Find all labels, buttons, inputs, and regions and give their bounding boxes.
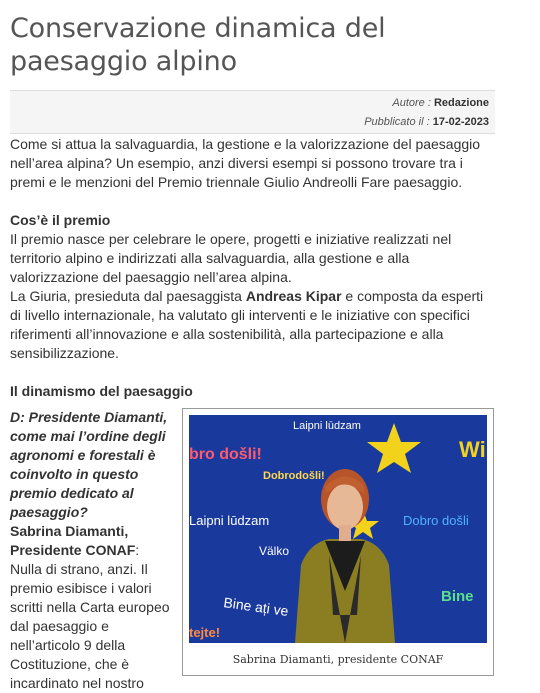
- interview-text: [10, 408, 172, 693]
- backdrop-word-6: Dobro došli: [403, 513, 469, 528]
- jury-text-b: e composta da esperti di livello internazionale, ha valutato gli interventi e le iniziative con specifici riferimenti all’innovazione e alla sostenibilità, alla partecipazione e alla sensibilizzazione.: [10, 288, 484, 361]
- section-heading-premio: Cos’è il premio: [10, 212, 111, 228]
- section-heading-dinamismo: Il dinamismo del paesaggio: [10, 383, 193, 399]
- published-line: [364, 116, 489, 128]
- article-meta: [10, 90, 495, 134]
- jury-text-a: La Giuria, presieduta dal paesaggista: [10, 288, 246, 304]
- author-line: [392, 97, 489, 109]
- published-label: Pubblicato il :: [364, 116, 430, 128]
- backdrop-word-2: bro došli!: [189, 446, 262, 463]
- article-photo[interactable]: [189, 415, 487, 643]
- backdrop-word-5: Wi: [459, 437, 486, 462]
- article-figure: [182, 408, 494, 676]
- backdrop-word-8: Bine ați ve: [222, 594, 290, 620]
- photo-illustration: [189, 415, 487, 643]
- article-body: [10, 135, 495, 401]
- interview-answer: [10, 522, 172, 693]
- intro-paragraph: Come si attua la salvaguardia, la gestione e la valorizzazione del paesaggio nell’area alpina? Un esempio, anzi diversi esempi si possono trovare tra i premi e le menzioni del Premio triennale Giulio Andreolli Fare paesaggio.: [10, 136, 481, 190]
- author-name[interactable]: Redazione: [433, 97, 489, 109]
- page-title: Conservazione dinamica del paesaggio alpino: [10, 13, 386, 77]
- premio-paragraph-2: [10, 287, 495, 363]
- figure-caption: Sabrina Diamanti, presidente CONAF: [232, 653, 444, 666]
- author-label: Autore :: [392, 97, 431, 109]
- answer-speaker: Sabrina Diamanti, Presidente CONAF: [10, 523, 136, 558]
- answer-text: : Nulla di strano, anzi. Il premio esibisce i valori scritti nella Carta europeo dal paesaggio e nell’articolo 9 della Costituzione, che è incardinato nel nostro: [10, 542, 170, 691]
- backdrop-word-9: Bine: [441, 588, 474, 605]
- premio-paragraph-1: Il premio nasce per celebrare le opere, progetti e iniziative realizzati nel territorio alpino e indirizzati alla salvaguardia, alla gestione e alla valorizzazione del paesaggio nell’area alpina.: [10, 231, 452, 285]
- backdrop-word-10: tejte!: [189, 625, 221, 640]
- backdrop-word-4: Laipni lūdzam: [189, 513, 270, 528]
- interview-question: D: Presidente Diamanti, come mai l’ordine degli agronomi e forestali è coinvolto in questo premio dedicato al paesaggio?: [10, 409, 168, 520]
- backdrop-word-3: Dobrodošli!: [263, 470, 325, 482]
- published-date: 17-02-2023: [432, 116, 489, 128]
- interview-block: [10, 408, 500, 691]
- backdrop-word-7: Välko: [259, 544, 290, 558]
- jury-president-name: Andreas Kipar: [245, 288, 342, 304]
- backdrop-word-1: Laipni lūdzam: [293, 420, 361, 432]
